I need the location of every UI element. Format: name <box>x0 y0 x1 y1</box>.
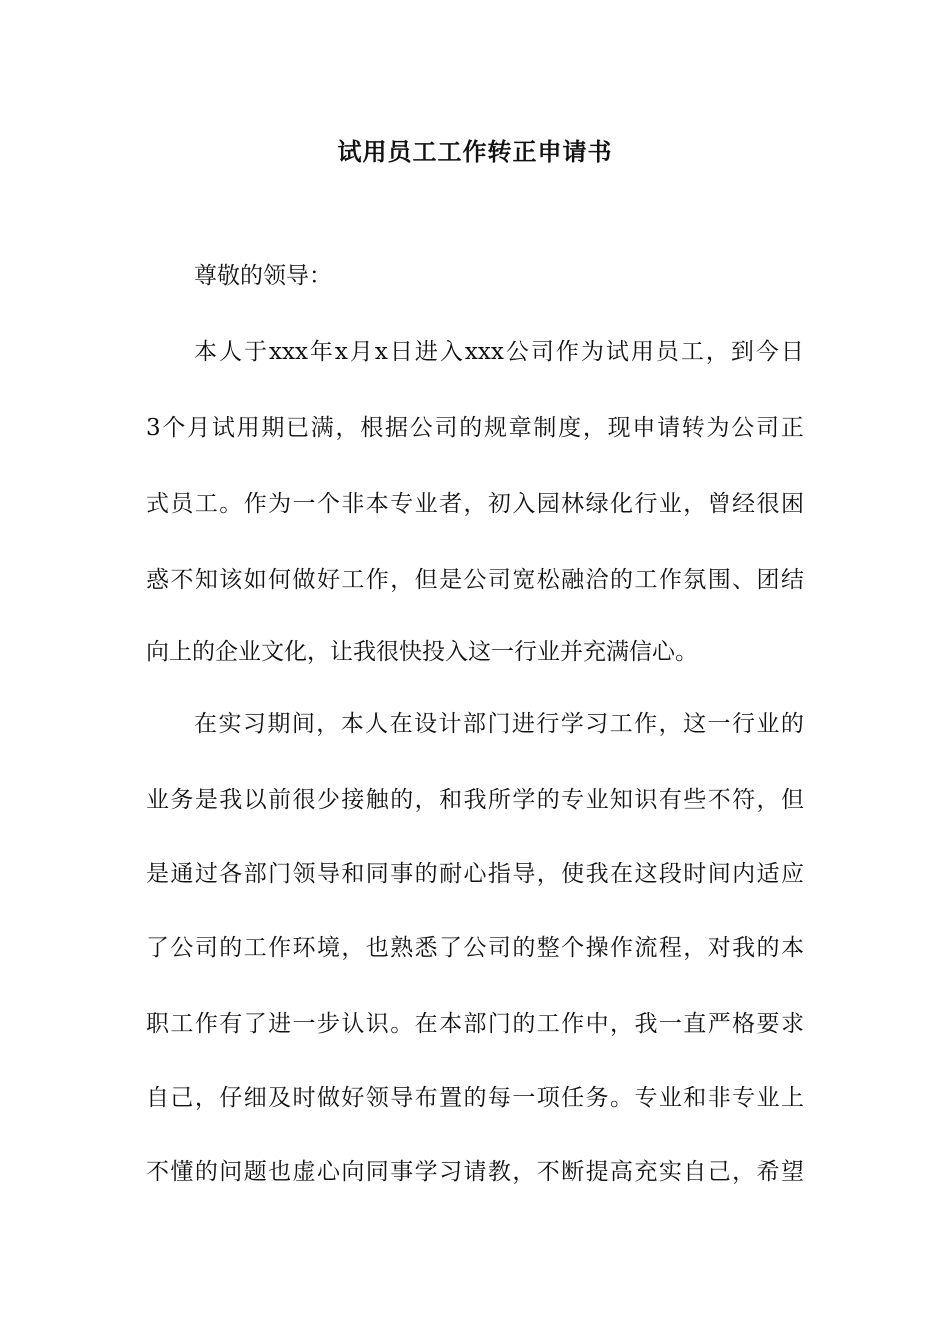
paragraph-line: 向上的企业文化，让我很快投入这一行业并充满信心。 <box>146 639 698 665</box>
salutation: 尊敬的领导： <box>194 263 332 289</box>
paragraph-line: 了 公 司 的 工 作 环 境 ， 也 熟 悉 了 公 司 的 整 个 操 作 流 程 ， 对 我 的 本 <box>146 935 804 961</box>
paragraph-line: 在 实 习 期 间 ， 本 人 在 设 计 部 门 进 行 学 习 工 作 ， 这 一 行 业 的 <box>194 711 804 737</box>
paragraph-line: 惑 不 知 该 如 何 做 好 工 作 ， 但 是 公 司 宽 松 融 洽 的 工 作 氛 围 、 团 结 <box>146 567 804 593</box>
paragraph-line: 本 人 于 xxx 年 x 月 x 日 进 入 xxx 公 司 作 为 试 用 员 工 ， 到 今 日 <box>194 339 804 365</box>
paragraph-line: 3 个 月 试 用 期 已 满 ， 根 据 公 司 的 规 章 制 度 ， 现 申 请 转 为 公 司 正 <box>146 415 804 441</box>
paragraph-line: 不 懂 的 问 题 也 虚 心 向 同 事 学 习 请 教 ， 不 断 提 高 充 实 自 己 ， 希 望 <box>146 1159 804 1185</box>
document-title: 试用员工工作转正申请书 <box>337 138 613 166</box>
paragraph-line: 是 通 过 各 部 门 领 导 和 同 事 的 耐 心 指 导 ， 使 我 在 这 段 时 间 内 适 应 <box>146 861 804 887</box>
paragraph-line: 自 己 ， 仔 细 及 时 做 好 领 导 布 置 的 每 一 项 任 务 。 专 业 和 非 专 业 上 <box>146 1085 804 1111</box>
paragraph-line: 式 员 工 。 作 为 一 个 非 本 专 业 者 ， 初 入 园 林 绿 化 行 业 ， 曾 经 很 困 <box>146 491 804 517</box>
paragraph-line: 职 工 作 有 了 进 一 步 认 识 。 在 本 部 门 的 工 作 中 ， 我 一 直 严 格 要 求 <box>146 1011 804 1037</box>
paragraph-line: 业 务 是 我 以 前 很 少 接 触 的 ， 和 我 所 学 的 专 业 知 识 有 些 不 符 ， 但 <box>146 787 804 813</box>
